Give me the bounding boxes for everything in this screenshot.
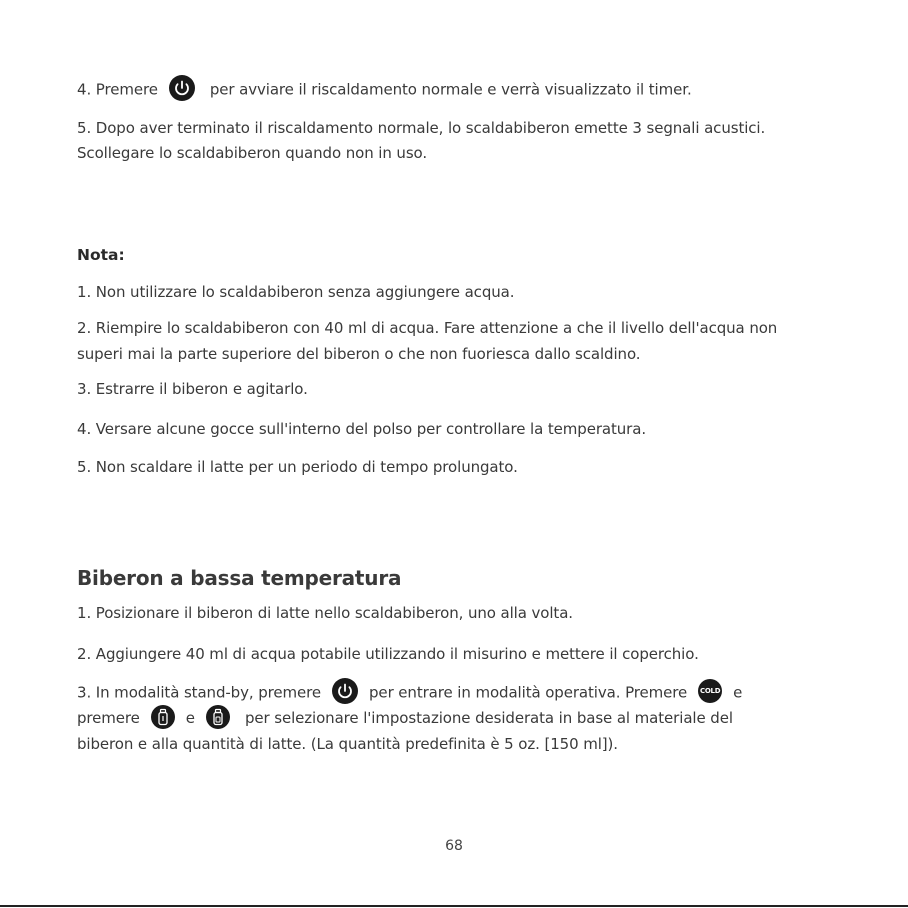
nota-item-4: 4. Versare alcune gocce sull'interno del polso per controllare la temperatura. — [77, 420, 646, 438]
step-4-before: 4. Premere — [77, 80, 158, 99]
section-step-3-line-2 — [77, 706, 733, 731]
step-3-text-b: per entrare in modalità operativa. Premere — [369, 683, 688, 702]
step-5-line-2: Scollegare lo scaldabiberon quando non in uso. — [77, 144, 428, 162]
bottle-icon — [151, 705, 175, 729]
step-3-text-e: e — [185, 709, 195, 727]
bottle-icon — [206, 705, 230, 729]
section-step-2: 2. Aggiungere 40 ml di acqua potabile utilizzando il misurino e mettere il coperchio. — [77, 645, 699, 663]
step-5-line-1: 5. Dopo aver terminato il riscaldamento normale, lo scaldabiberon emette 3 segnali acustici. — [77, 119, 766, 137]
bottom-rule — [0, 905, 908, 907]
section-heading: Biberon a bassa temperatura — [77, 566, 402, 590]
step-4-line — [77, 77, 692, 103]
power-icon — [169, 75, 195, 101]
nota-item-3: 3. Estrarre il biberon e agitarlo. — [77, 380, 308, 398]
step-3-text-f: per selezionare l'impostazione desiderata in base al materiale del — [244, 709, 733, 727]
nota-item-1: 1. Non utilizzare lo scaldabiberon senza aggiungere acqua. — [77, 283, 515, 301]
section-step-3-line-3: biberon e alla quantità di latte. (La quantità predefinita è 5 oz. [150 ml]). — [77, 735, 618, 753]
section-step-1: 1. Posizionare il biberon di latte nello scaldabiberon, uno alla volta. — [77, 604, 573, 622]
nota-item-5: 5. Non scaldare il latte per un periodo di tempo prolungato. — [77, 458, 518, 476]
power-icon — [332, 678, 358, 704]
cold-icon: COLD — [698, 679, 722, 703]
section-step-3-line-1 — [77, 680, 742, 706]
nota-title: Nota: — [77, 246, 125, 264]
step-3-text-a: 3. In modalità stand-by, premere — [77, 683, 322, 702]
nota-item-2-cont: superi mai la parte superiore del biberon o che non fuoriesca dallo scaldino. — [77, 345, 641, 363]
page-number: 68 — [445, 838, 463, 854]
step-3-text-c: e — [733, 683, 743, 702]
step-4-after: per avviare il riscaldamento normale e verrà visualizzato il timer. — [209, 80, 692, 99]
step-3-text-d: premere — [77, 709, 140, 727]
nota-item-2: 2. Riempire lo scaldabiberon con 40 ml di acqua. Fare attenzione a che il livello dell'acqua non — [77, 319, 778, 337]
